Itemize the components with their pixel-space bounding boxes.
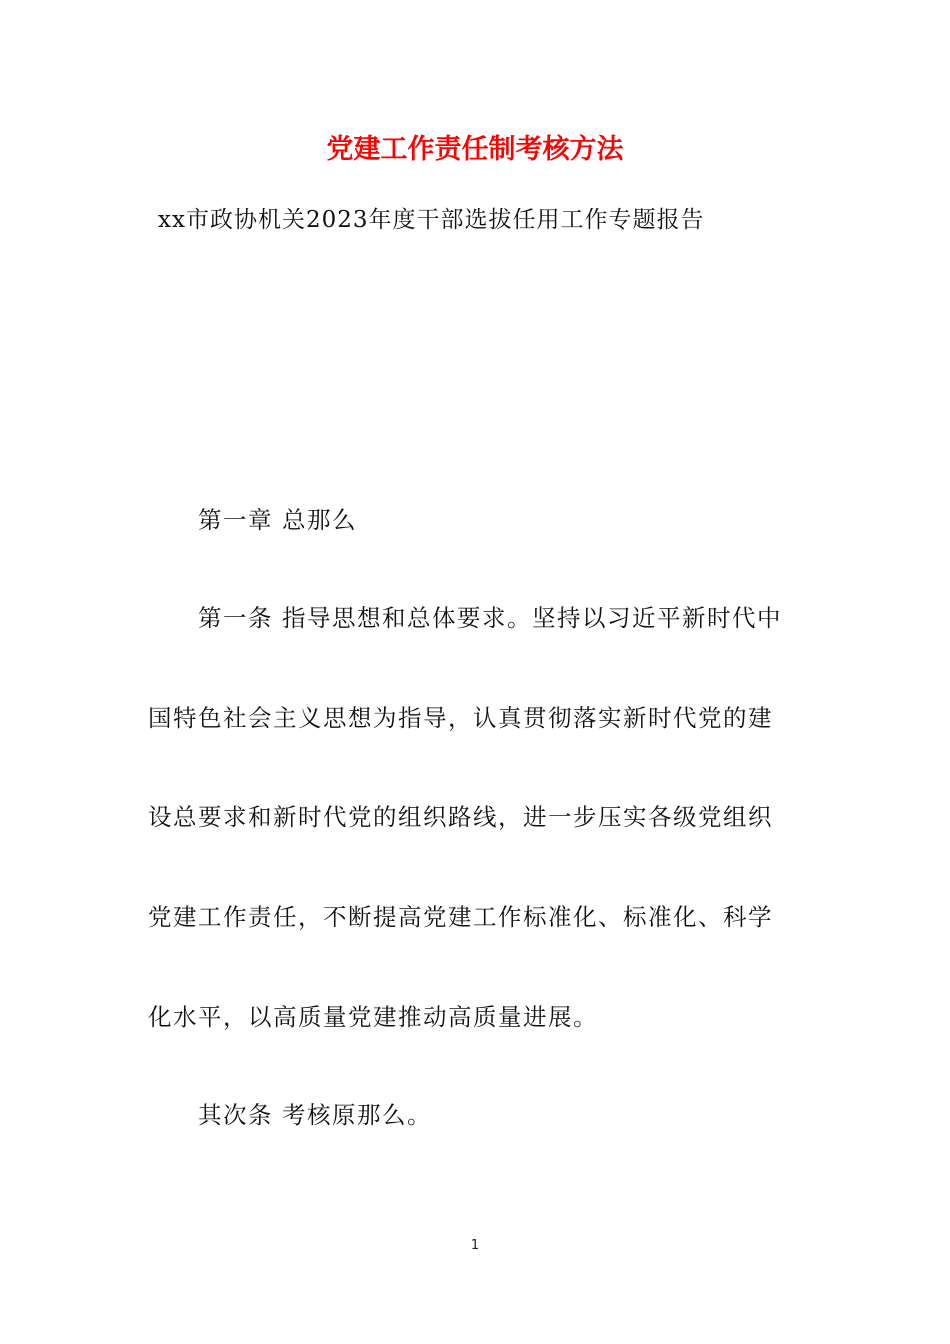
article1-line: 第一条 指导思想和总体要求。坚持以习近平新时代中: [198, 604, 782, 632]
document-subtitle: xx市政协机关2023年度干部选拔任用工作专题报告: [158, 207, 705, 233]
article1-line: 党建工作责任，不断提高党建工作标准化、标准化、科学: [148, 903, 773, 931]
article1-line: 化水平，以高质量党建推动高质量进展。: [148, 1003, 598, 1031]
page-number: 1: [470, 1238, 480, 1253]
article1-line: 设总要求和新时代党的组织路线，进一步压实各级党组织: [148, 803, 773, 831]
article2-heading: 其次条 考核原那么。: [198, 1101, 432, 1129]
document-title: 党建工作责任制考核方法: [326, 134, 624, 165]
article1-line: 国特色社会主义思想为指导，认真贯彻落实新时代党的建: [148, 704, 773, 732]
chapter-heading: 第一章 总那么: [198, 506, 357, 534]
